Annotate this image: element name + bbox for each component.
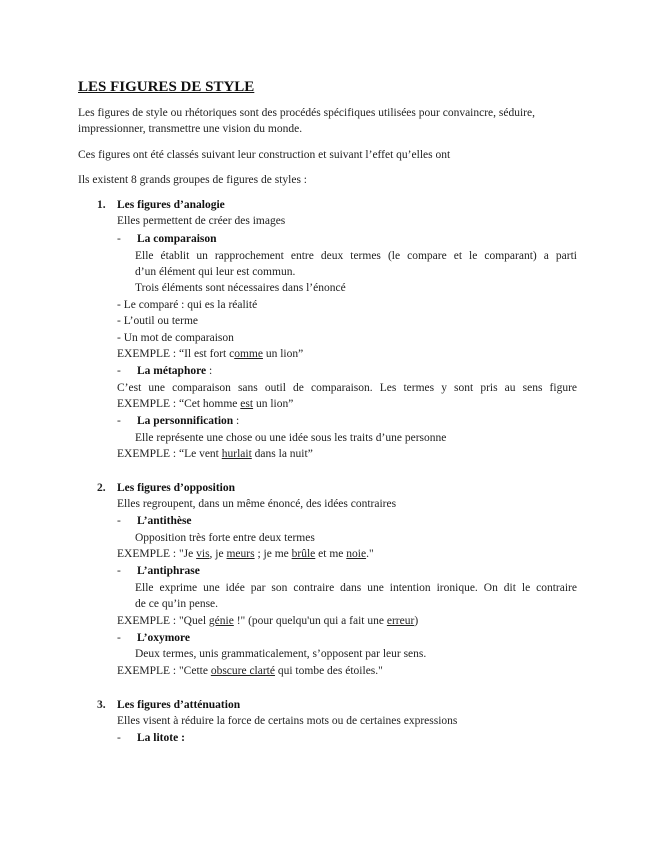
comparaison-definition-line-3: Trois éléments sont nécessaires dans l’énoncé <box>135 282 346 294</box>
underlined-word: brûle <box>291 548 316 560</box>
section-1-description: Elles permettent de créer des images <box>117 215 286 227</box>
section-1-title: Les figures d’analogie <box>117 199 225 211</box>
list-dash: - <box>117 365 121 377</box>
comparaison-title: La comparaison <box>137 233 217 245</box>
antiphrase-definition-line-1: Elle exprime une idée par son contraire dans une intention ironique. On dit le contraire <box>135 582 577 594</box>
comparaison-definition-line-1: Elle établit un rapprochement entre deux termes (le compare et le comparant) a parti <box>135 250 577 262</box>
section-3-title: Les figures d’atténuation <box>117 699 241 711</box>
section-2-heading <box>97 481 235 495</box>
personnification-example: EXEMPLE : “Le vent hurlait dans la nuit” <box>117 448 313 460</box>
litote-heading <box>117 731 185 745</box>
section-1-number: 1. <box>97 199 106 211</box>
comparaison-element-3: - Un mot de comparaison <box>117 332 234 344</box>
underlined-word: vis <box>196 548 210 560</box>
groups-sentence: Ils existent 8 grands groupes de figures de styles : <box>78 174 307 186</box>
antiphrase-title: L’antiphrase <box>137 565 200 577</box>
personnification-definition: Elle représente une chose ou une idée sous les traits d’une personne <box>135 432 447 444</box>
section-3-number: 3. <box>97 699 106 711</box>
section-3-heading <box>97 698 240 712</box>
section-1-heading <box>97 198 225 212</box>
personnification-heading: - La personnification : <box>117 415 240 427</box>
antiphrase-definition-line-2: de ce qu’in pense. <box>135 598 219 610</box>
antiphrase-example: EXEMPLE : "Quel génie !" (pour quelqu'un qui a fait une erreur) <box>117 615 419 627</box>
comparaison-element-2: - L’outil ou terme <box>117 315 199 327</box>
antithese-example: EXEMPLE : "Je vis, je meurs ; je me brûle et me noie." <box>117 548 374 560</box>
underlined-word: est <box>240 398 254 410</box>
list-dash: - <box>117 565 121 577</box>
antithese-heading <box>117 514 192 528</box>
antithese-definition: Opposition très forte entre deux termes <box>135 532 315 544</box>
litote-title: La litote : <box>137 732 185 744</box>
oxymore-title: L’oxymore <box>137 632 191 644</box>
underlined-word: génie <box>208 615 234 627</box>
personnification-title: La personnification <box>137 415 234 427</box>
intro-paragraph-line-1: Les figures de style ou rhétoriques sont des procédés spécifiques utilisées pour convaincre, séduire, <box>78 107 535 119</box>
comparaison-heading <box>117 232 217 246</box>
underlined-word: obscure clarté <box>210 665 275 677</box>
comparaison-element-1: - Le comparé : qui es la réalité <box>117 299 258 311</box>
underlined-word: noie <box>346 548 367 560</box>
list-dash: - <box>117 515 121 527</box>
underlined-word: erreur <box>386 615 415 627</box>
antiphrase-heading <box>117 564 200 578</box>
oxymore-heading <box>117 631 190 645</box>
list-dash: - <box>117 415 121 427</box>
metaphore-title: La métaphore <box>137 365 207 377</box>
list-dash: - <box>117 732 121 744</box>
section-2-description: Elles regroupent, dans un même énoncé, des idées contraires <box>117 498 397 510</box>
comparaison-example: EXEMPLE : “Il est fort comme un lion” <box>117 348 304 360</box>
oxymore-definition: Deux termes, unis grammaticalement, s’opposent par leur sens. <box>135 648 427 660</box>
section-2-title: Les figures d’opposition <box>117 482 236 494</box>
metaphore-example: EXEMPLE : “Cet homme est un lion” <box>117 398 294 410</box>
underlined-word: hurlait <box>221 448 252 460</box>
antithese-title: L’antithèse <box>137 515 192 527</box>
metaphore-heading: - La métaphore : <box>117 365 213 377</box>
underlined-word: meurs <box>226 548 255 560</box>
intro-paragraph-line-2: impressionner, transmettre une vision du monde. <box>78 123 303 135</box>
classification-sentence: Ces figures ont été classés suivant leur construction et suivant l’effet qu’elles ont <box>78 149 451 161</box>
underlined-word: omme <box>234 348 263 360</box>
list-dash: - <box>117 233 121 245</box>
comparaison-definition-line-2: d’un élément qui leur est commun. <box>135 266 296 278</box>
metaphore-definition: C’est une comparaison sans outil de comparaison. Les termes y sont pris au sens figure <box>117 382 577 394</box>
list-dash: - <box>117 632 121 644</box>
section-3-description: Elles visent à réduire la force de certains mots ou de certaines expressions <box>117 715 458 727</box>
section-2-number: 2. <box>97 482 106 494</box>
page-title: LES FIGURES DE STYLE <box>78 79 255 95</box>
oxymore-example: EXEMPLE : "Cette obscure clarté qui tombe des étoiles." <box>117 665 383 677</box>
